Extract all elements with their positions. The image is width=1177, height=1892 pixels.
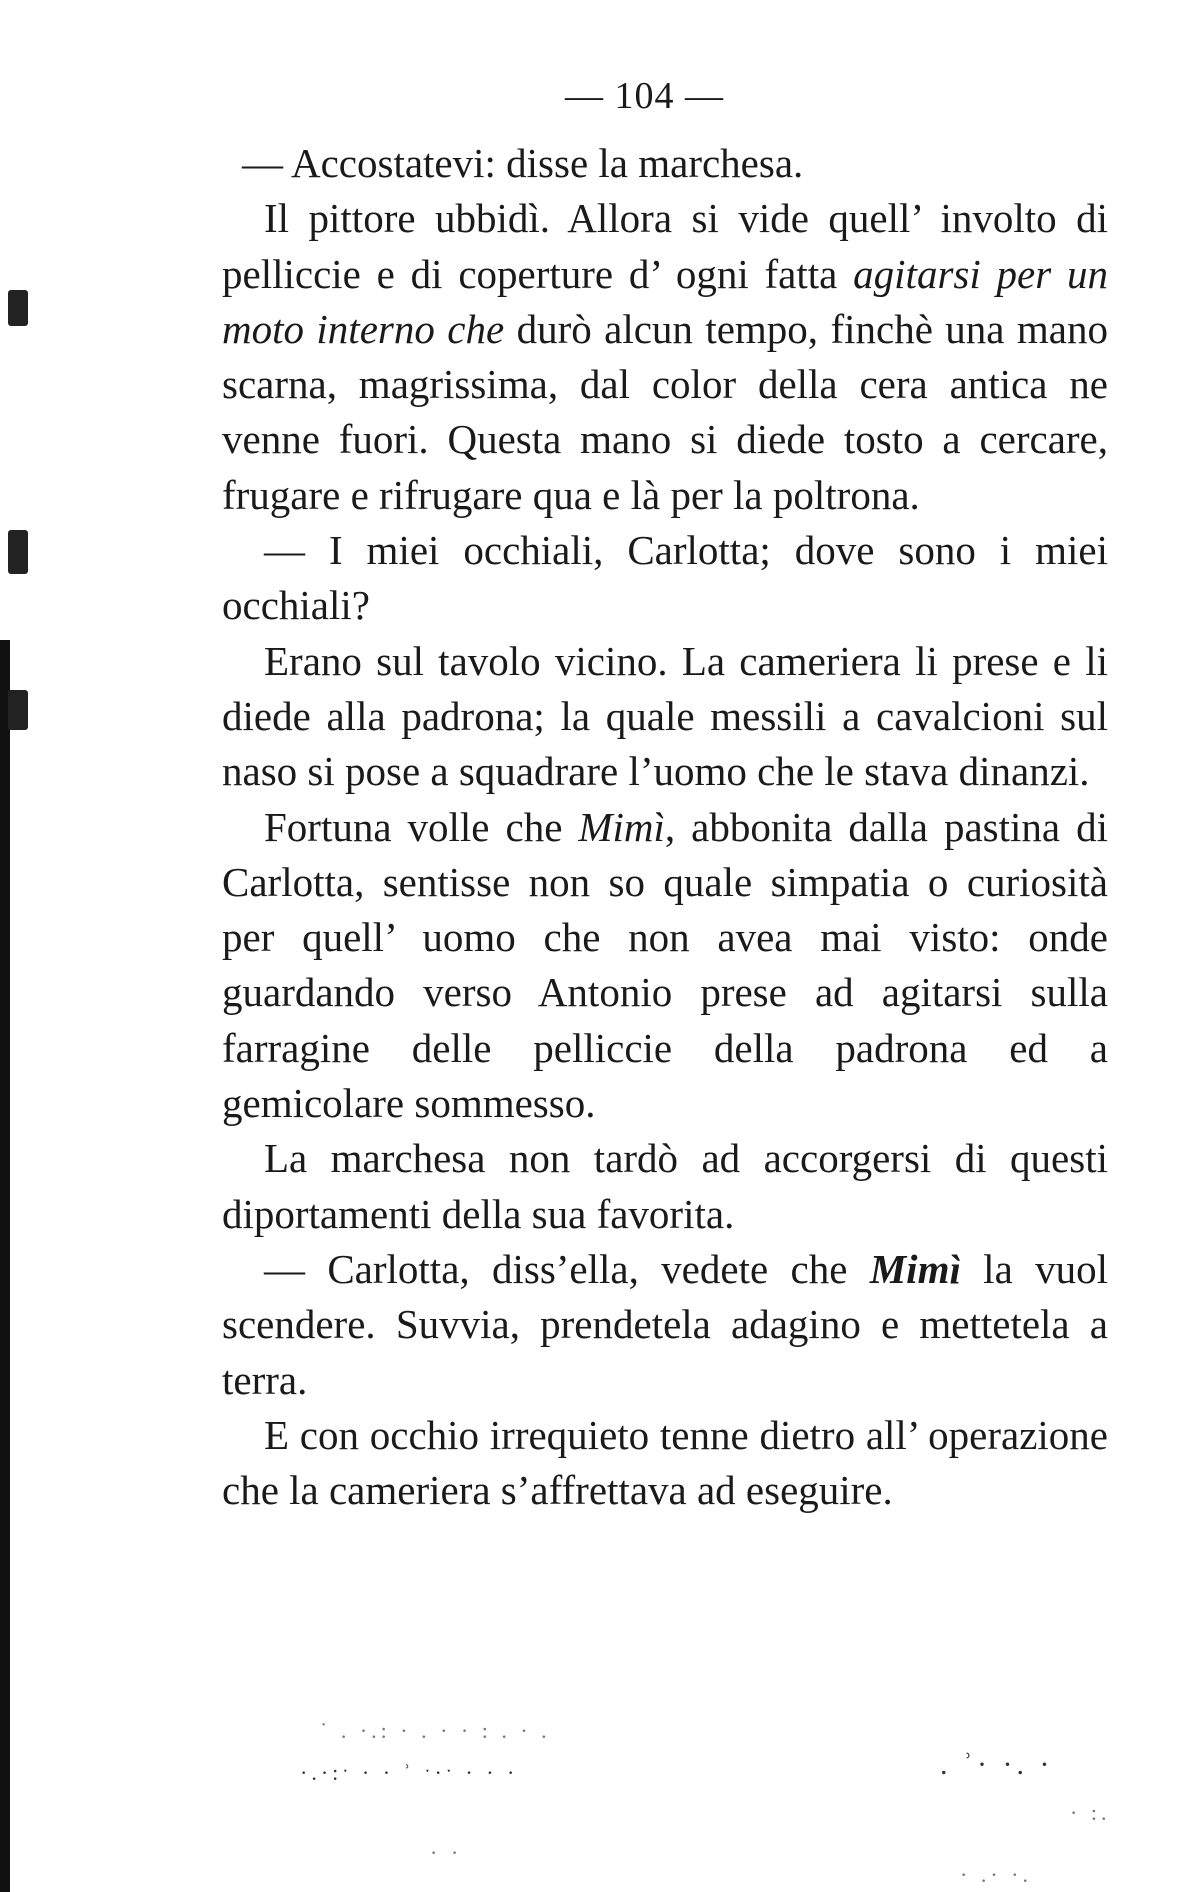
print-noise: · · bbox=[430, 1840, 463, 1865]
paragraph-text: , abbonita dalla pastina di Carlotta, sentisse non so quale simpatia o curiosità per quell’ uomo che non avea mai visto: onde guardando verso Antonio prese ad agitarsi sulla farragine delle pelliccie della padrona ed a gemicolare sommesso. bbox=[222, 803, 1108, 1127]
paragraph-text: — I miei occhiali, Carlotta; dove sono i miei occhiali? bbox=[222, 527, 1108, 629]
binding-speck bbox=[8, 530, 28, 574]
paragraph-text: Fortuna volle che bbox=[264, 803, 579, 850]
paragraph-text: — Accostatevi: disse la marchesa. bbox=[242, 140, 804, 186]
paragraph bbox=[222, 191, 1108, 523]
binding-edge bbox=[0, 640, 10, 1892]
binding-speck bbox=[8, 290, 28, 326]
paragraph bbox=[222, 136, 1108, 191]
print-noise: · .· ·. bbox=[960, 1862, 1032, 1887]
print-noise: ·.·:ˑ · · ʾ ˑ·ˑ · · · bbox=[300, 1760, 519, 1785]
paragraph bbox=[222, 523, 1108, 634]
paragraph-text: E con occhio irrequieto tenne dietro all’ operazione che la cameriera s’affrettava ad eseguire. bbox=[222, 1411, 1108, 1514]
italic-name: agitarsi per un moto interno che bbox=[222, 250, 1108, 352]
print-noise: · :. bbox=[1070, 1800, 1111, 1825]
paragraph-text: Il pittore ubbidì. Allora si vide quell’ involto di pelliccie e di coperture d’ ogni fatta bbox=[222, 195, 1108, 297]
paragraph bbox=[222, 1408, 1108, 1519]
paragraph-text: — Carlotta, diss’ella, vedete che bbox=[264, 1245, 870, 1292]
paragraph-text: La marchesa non tardò ad accorgersi di questi diportamenti della sua favorita. bbox=[222, 1135, 1108, 1237]
paragraph bbox=[222, 1242, 1108, 1408]
paragraph-text: durò alcun tempo, finchè una mano scarna, magrissima, dal color della cera antica ne venne fuori. Questa mano si diede tosto a cercare, frugare e rifrugare qua e là per la poltrona. bbox=[222, 305, 1108, 518]
paragraph bbox=[222, 634, 1108, 800]
italic-name: Mimì bbox=[578, 803, 665, 850]
paragraph bbox=[222, 800, 1108, 1132]
paragraph-text: la vuol scendere. Suvvia, prendetela adagino e mettetela a terra. bbox=[222, 1245, 1108, 1403]
paragraph bbox=[222, 1131, 1108, 1242]
paragraph-text: Erano sul tavolo vicino. La cameriera li prese e li diede alla padrona; la quale messili a cavalcioni sul naso si pose a squadrare l’uomo che le stava dinanzi. bbox=[222, 637, 1108, 795]
binding-speck bbox=[8, 690, 28, 730]
print-noise: ˙ . ·.: · . · · : . · . bbox=[320, 1718, 551, 1743]
body-text bbox=[222, 136, 1108, 1518]
print-noise: . ʾ· ·. · bbox=[940, 1748, 1054, 1781]
italic-name: Mimì bbox=[869, 1245, 961, 1292]
page-number: — 104 — bbox=[565, 75, 724, 117]
